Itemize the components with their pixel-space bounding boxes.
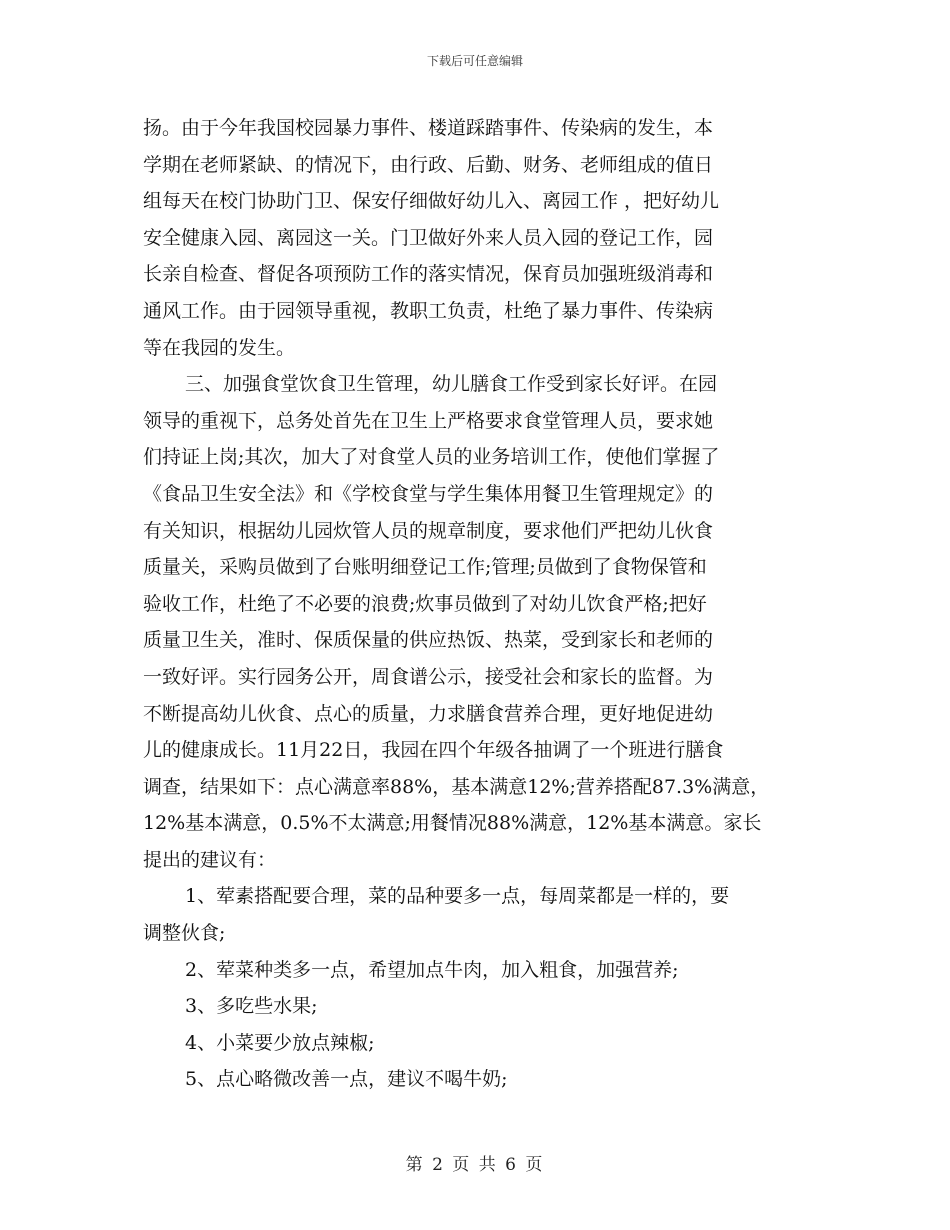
text-line: 们持证上岗;其次，加大了对食堂人员的业务培训工作，使他们掌握了 xyxy=(143,446,720,469)
text-line: 质量关，采购员做到了台账明细登记工作;管理;员做到了食物保管和 xyxy=(143,556,707,579)
text-line: 通风工作。由于园领导重视，教职工负责，杜绝了暴力事件、传染病 xyxy=(143,299,714,322)
section-heading-line: 三、加强食堂饮食卫生管理，幼儿膳食工作受到家长好评。在园 xyxy=(185,373,718,396)
text-line: 调查，结果如下：点心满意率88%，基本满意12%;营养搭配87.3%满意， xyxy=(143,775,770,798)
text-line: 有关知识，根据幼儿园炊管人员的规章制度，要求他们严把幼儿伙食 xyxy=(143,519,714,542)
text-line: 组每天在校门协助门卫、保安仔细做好幼儿入、离园工作 ，把好幼儿 xyxy=(143,190,720,213)
text-line: 等在我园的发生。 xyxy=(143,336,296,359)
text-line: 儿的健康成长。11月22日，我园在四个年级各抽调了一个班进行膳食 xyxy=(143,739,724,762)
text-line: 提出的建议有： xyxy=(143,848,277,871)
text-line: 领导的重视下，总务处首先在卫生上严格要求食堂管理人员，要求她 xyxy=(143,409,714,432)
document-body xyxy=(143,110,811,1098)
list-item-line: 2、荤菜种类多一点，希望加点牛肉，加入粗食，加强营养; xyxy=(185,958,679,981)
list-item-line: 4、小菜要少放点辣椒; xyxy=(185,1031,375,1054)
list-item-line: 5、点心略微改善一点，建议不喝牛奶; xyxy=(185,1068,508,1091)
text-line: 学期在老师紧缺、的情况下，由行政、后勤、财务、老师组成的值日 xyxy=(143,153,714,176)
text-line: 质量卫生关，准时、保质保量的供应热饭、热菜，受到家长和老师的 xyxy=(143,629,714,652)
text-line: 调整伙食; xyxy=(143,922,226,945)
text-line: 《食品卫生安全法》和《学校食堂与学生集体用餐卫生管理规定》的 xyxy=(143,482,714,505)
list-item-line: 1、荤素搭配要合理，菜的品种要多一点，每周菜都是一样的，要 xyxy=(185,885,730,908)
text-line: 安全健康入园、离园这一关。门卫做好外来人员入园的登记工作，园 xyxy=(143,226,714,249)
text-line: 12%基本满意，0.5%不太满意;用餐情况88%满意，12%基本满意。家长 xyxy=(143,812,762,835)
page-header: 下载后可任意编辑 xyxy=(426,54,523,68)
text-line: 不断提高幼儿伙食、点心的质量，力求膳食营养合理，更好地促进幼 xyxy=(143,702,714,725)
text-line: 长亲自检查、督促各项预防工作的落实情况，保育员加强班级消毒和 xyxy=(143,263,714,286)
text-line: 验收工作，杜绝了不必要的浪费;炊事员做到了对幼儿饮食严格;把好 xyxy=(143,592,707,615)
list-item-line: 3、多吃些水果; xyxy=(185,995,318,1018)
text-line: 扬。由于今年我国校园暴力事件、楼道踩踏事件、传染病的发生，本 xyxy=(143,117,714,139)
page-number-footer: 第 2 页 共 6 页 xyxy=(405,1155,545,1175)
text-line: 一致好评。实行园务公开，周食谱公示，接受社会和家长的监督。为 xyxy=(143,665,714,688)
